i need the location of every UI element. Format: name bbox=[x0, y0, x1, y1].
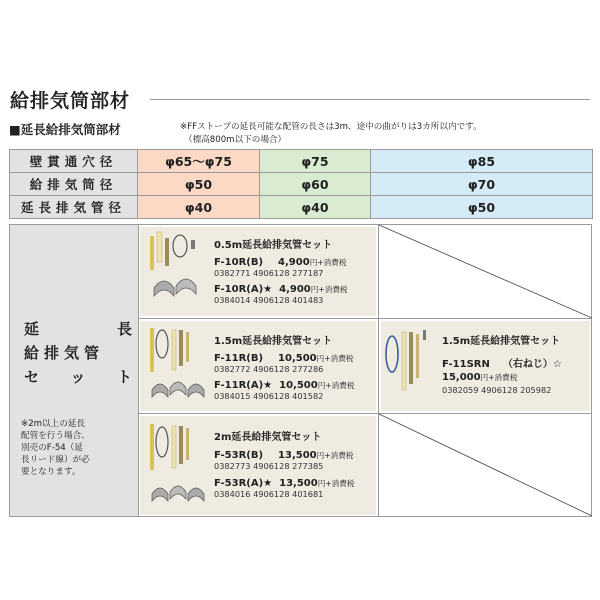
tax-label: 円+消費税 bbox=[480, 373, 518, 382]
table-row bbox=[10, 150, 593, 173]
set-title-char: セ bbox=[24, 368, 40, 386]
table-row bbox=[10, 196, 593, 219]
product-model: F-11R(B) bbox=[214, 353, 264, 364]
product-info bbox=[214, 428, 354, 499]
set-title-char: ト bbox=[116, 368, 132, 386]
spec-table bbox=[9, 149, 593, 219]
product-model: F-53R(A)★ bbox=[214, 478, 273, 489]
product-model: F-10R(B) bbox=[214, 257, 264, 268]
heading-rule bbox=[150, 99, 590, 100]
pipe-kit-illustration bbox=[384, 326, 434, 404]
product-line bbox=[214, 380, 354, 391]
product-spec: （右ねじ）☆ bbox=[502, 359, 562, 370]
table-row bbox=[10, 173, 593, 196]
product-code: 0384014 4906128 401483 bbox=[214, 295, 324, 305]
product-code: 0382771 4906128 277187 bbox=[214, 268, 324, 278]
row-label: 壁貫通穴径 bbox=[10, 150, 138, 173]
cell-value: φ85 bbox=[371, 150, 593, 173]
set-note-line: 配管を行う場合、 bbox=[21, 431, 90, 441]
product-line bbox=[214, 257, 348, 268]
cell-value: φ50 bbox=[138, 173, 260, 196]
set-note-line: 要となります。 bbox=[21, 467, 81, 477]
product-name: 2m延長給排気管セット bbox=[214, 432, 322, 443]
product-price: 13,500 bbox=[278, 450, 317, 461]
set-title-char: 長 bbox=[116, 320, 132, 338]
sub-heading: ■延長給排気筒部材 bbox=[9, 122, 121, 137]
set-note-line: 長リード線）が必 bbox=[21, 455, 90, 465]
product-price: 13,500 bbox=[279, 478, 318, 489]
product-code: 0382772 4906128 277286 bbox=[214, 364, 324, 374]
set-title-line: 給排気管 bbox=[24, 344, 105, 362]
cell-value: φ40 bbox=[138, 196, 260, 219]
product-model: F-11R(A)★ bbox=[214, 380, 273, 391]
piping-note-line: ※FFストーブの延長可能な配管の長さは3m、途中の曲がりは3カ所以内です。 bbox=[180, 122, 482, 132]
product-line bbox=[214, 353, 354, 364]
product-line bbox=[214, 478, 354, 489]
product-info bbox=[214, 332, 354, 401]
set-title bbox=[24, 317, 132, 389]
cell-value: φ65〜φ75 bbox=[138, 150, 260, 173]
cell-value: φ60 bbox=[260, 173, 371, 196]
set-note-line: 別売のF-54（延 bbox=[21, 443, 83, 453]
divider bbox=[138, 224, 139, 517]
product-code: 0384016 4906128 401681 bbox=[214, 489, 324, 499]
tax-label: 円+消費税 bbox=[316, 354, 354, 363]
product-line bbox=[442, 355, 562, 370]
product-info bbox=[442, 332, 562, 395]
product-model: F-10R(A)★ bbox=[214, 284, 273, 295]
product-line bbox=[442, 372, 562, 383]
product-name: 0.5m延長給排気管セット bbox=[214, 240, 333, 251]
set-title-char: ッ bbox=[70, 368, 86, 386]
set-title-char: 延 bbox=[24, 320, 40, 338]
product-price: 4,900 bbox=[278, 257, 310, 268]
product-line bbox=[214, 284, 348, 295]
cell-value: φ75 bbox=[260, 150, 371, 173]
product-model: F-53R(B) bbox=[214, 450, 264, 461]
piping-note-line: （標高800m以下の場合） bbox=[184, 134, 287, 145]
cell-value: φ40 bbox=[260, 196, 371, 219]
product-model: F-11SRN bbox=[442, 359, 490, 370]
tax-label: 円+消費税 bbox=[317, 381, 355, 390]
tax-label: 円+消費税 bbox=[317, 479, 355, 488]
product-name: 1.5m延長給排気管セット bbox=[442, 336, 561, 347]
pipe-kit-illustration bbox=[146, 230, 206, 310]
product-code: 0382773 4906128 277385 bbox=[214, 461, 324, 471]
product-price: 10,500 bbox=[278, 353, 317, 364]
set-note bbox=[21, 418, 90, 478]
product-price: 4,900 bbox=[279, 284, 311, 295]
product-name: 1.5m延長給排気管セット bbox=[214, 336, 333, 347]
cell-value: φ50 bbox=[371, 196, 593, 219]
product-price: 15,000 bbox=[442, 372, 481, 383]
pipe-kit-illustration bbox=[146, 420, 206, 512]
cell-value: φ70 bbox=[371, 173, 593, 196]
tax-label: 円+消費税 bbox=[316, 451, 354, 460]
product-line bbox=[214, 450, 354, 461]
product-price: 10,500 bbox=[279, 380, 318, 391]
row-label: 延長排気管径 bbox=[10, 196, 138, 219]
product-code: 0382059 4906128 205982 bbox=[442, 385, 552, 395]
product-info bbox=[214, 236, 348, 305]
section-heading: 給排気筒部材 bbox=[10, 90, 131, 112]
piping-note bbox=[180, 121, 482, 146]
product-code: 0384015 4906128 401582 bbox=[214, 391, 324, 401]
tax-label: 円+消費税 bbox=[309, 258, 347, 267]
row-label: 給排気筒径 bbox=[10, 173, 138, 196]
pipe-kit-illustration bbox=[146, 324, 206, 408]
tax-label: 円+消費税 bbox=[310, 285, 348, 294]
set-note-line: ※2m以上の延長 bbox=[21, 419, 86, 429]
